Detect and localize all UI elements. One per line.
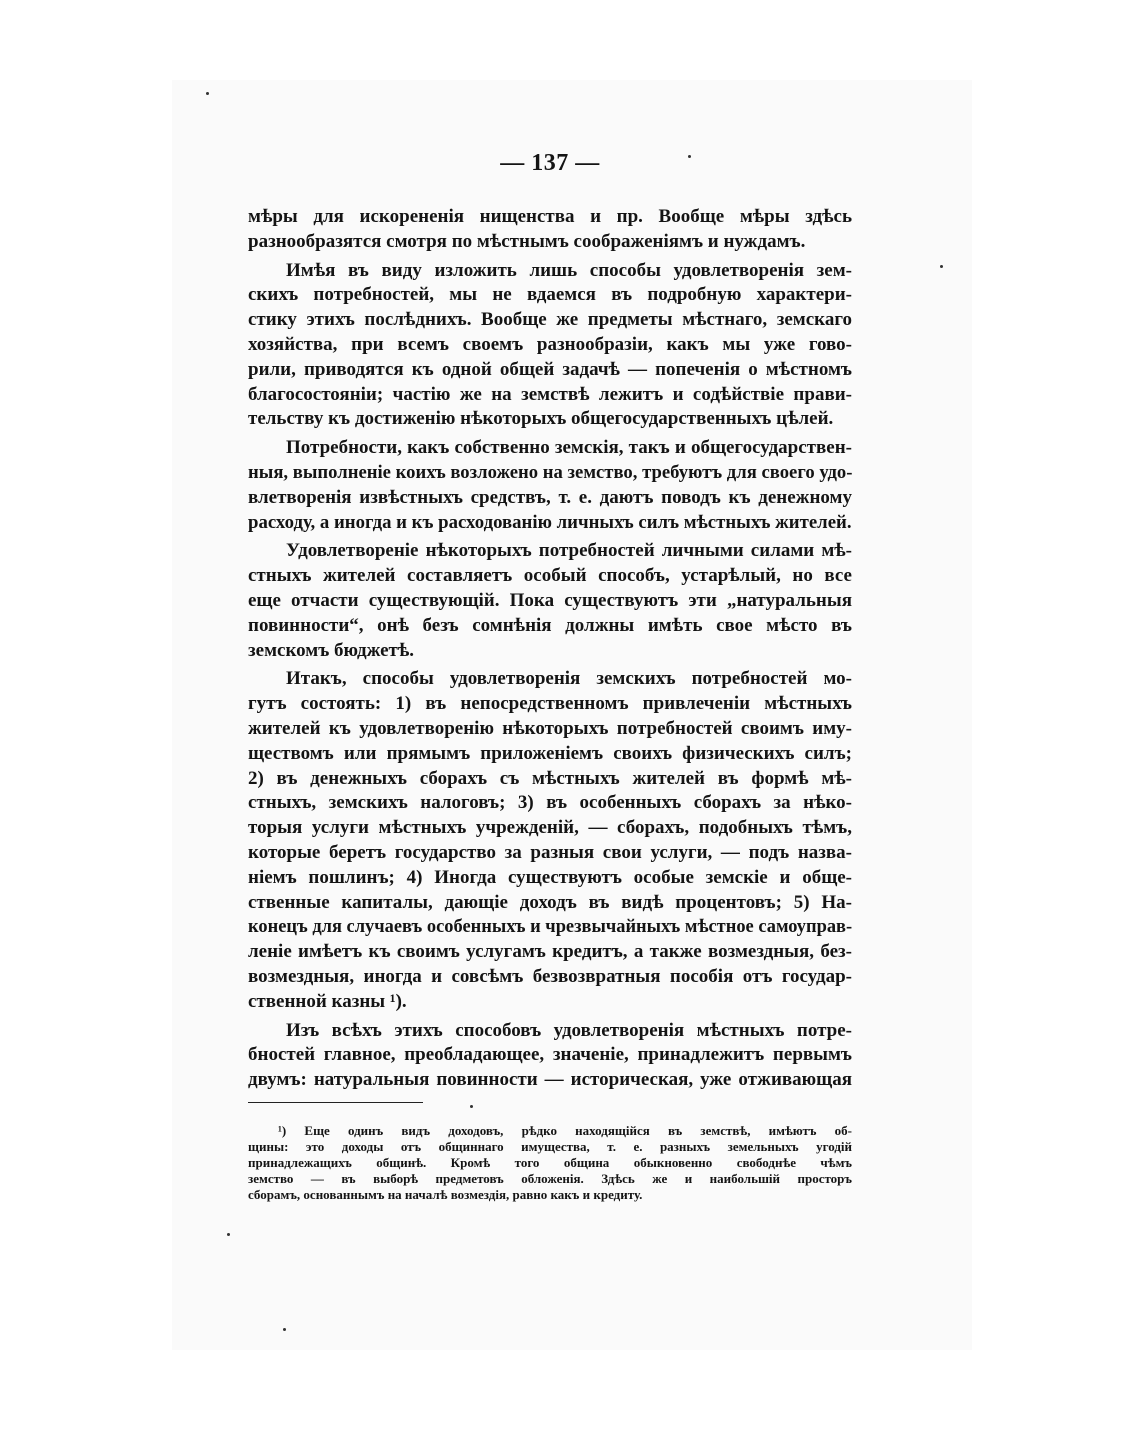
- text-line: рили, приводятся къ одной общей задачѣ — попеченія о мѣстномъ: [248, 358, 852, 380]
- text-line: мѣры для искорененія нищенства и пр. Вообще мѣры здѣсь: [248, 206, 852, 227]
- footnote: [248, 1123, 852, 1203]
- scan-speck: [206, 92, 209, 95]
- text-line: повинности“, онѣ безъ сомнѣнія должны имѣть свое мѣсто въ: [248, 614, 852, 636]
- text-line: благосостояніи; частію же на земствѣ лежитъ и содѣйствіе прави-: [248, 383, 852, 405]
- text-line: влетворенія извѣстныхъ средствъ, т. е. даютъ поводъ къ денежному: [248, 486, 852, 508]
- text-line: скихъ потребностей, мы не вдаемся въ подробную характери-: [248, 284, 852, 306]
- text-line: леніе имѣетъ къ своимъ услугамъ кредитъ, а также возмездныя, без-: [248, 941, 852, 963]
- paragraph: [248, 1019, 852, 1093]
- text-line: ныя, выполненіе коихъ возложено на земство, требуютъ для своего удо-: [248, 461, 852, 483]
- paragraph: [248, 667, 852, 1014]
- body-text: [248, 205, 852, 1093]
- text-line: которые беретъ государство за разныя свои услуги, — подъ назва-: [248, 841, 852, 863]
- text-line: Имѣя въ виду изложить лишь способы удовлетворенія зем-: [286, 259, 852, 281]
- text-line: ществомъ или прямымъ приложеніемъ своихъ физическихъ силъ;: [248, 742, 852, 764]
- text-line: ственной казны ¹).: [248, 990, 407, 1012]
- paragraph: [248, 205, 852, 255]
- text-line: тельству къ достиженію нѣкоторыхъ общегосударственныхъ цѣлей.: [248, 408, 834, 430]
- text-line: Удовлетвореніе нѣкоторыхъ потребностей личными силами мѣ-: [286, 540, 852, 562]
- footnote-line: ¹) Еще одинъ видъ доходовъ, рѣдко находящійся въ земствѣ, имѣютъ об-: [278, 1123, 852, 1138]
- text-line: еще отчасти существующій. Пока существуютъ эти „натуральныя: [248, 589, 852, 611]
- footnote-line: щины: это доходы отъ общиннаго имущества, т. е. разныхъ земельныхъ угодій: [248, 1139, 852, 1154]
- text-line: двумъ: натуральныя повинности — историческая, уже отживающая: [248, 1069, 852, 1091]
- text-line: жителей къ удовлетворенію нѣкоторыхъ потребностей своимъ иму-: [248, 717, 852, 739]
- scan-speck: [940, 265, 943, 268]
- text-line: расходу, а иногда и къ расходованію личныхъ силъ мѣстныхъ жителей.: [248, 511, 852, 533]
- text-line: разнообразятся смотря по мѣстнымъ соображеніямъ и нуждамъ.: [248, 230, 806, 252]
- scan-speck: [688, 155, 691, 158]
- text-line: 2) въ денежныхъ сборахъ съ мѣстныхъ жителей въ формѣ мѣ-: [248, 767, 852, 789]
- text-line: земскомъ бюджетѣ.: [248, 639, 415, 661]
- page-number: — 137 —: [500, 150, 600, 176]
- paragraph: [248, 436, 852, 535]
- text-line: гутъ состоять: 1) въ непосредственномъ привлеченіи мѣстныхъ: [248, 693, 852, 715]
- scan-speck: [470, 1105, 473, 1108]
- text-line: Итакъ, способы удовлетворенія земскихъ потребностей мо-: [286, 668, 852, 690]
- paragraph: [248, 539, 852, 663]
- scan-speck: [283, 1328, 286, 1331]
- text-line: бностей главное, преобладающее, значеніе, принадлежитъ первымъ: [248, 1044, 852, 1066]
- text-line: Изъ всѣхъ этихъ способовъ удовлетворенія мѣстныхъ потре-: [286, 1019, 852, 1041]
- text-line: стныхъ, земскихъ налоговъ; 3) въ особенныхъ сборахъ за нѣко-: [248, 792, 852, 814]
- text-line: торыя услуги мѣстныхъ учрежденій, — сборахъ, подобныхъ тѣмъ,: [248, 817, 852, 839]
- text-line: хозяйства, при всемъ своемъ разнообразіи, какъ мы уже гово-: [248, 333, 852, 355]
- footnote-divider: [248, 1102, 423, 1103]
- footnote-line: сборамъ, основаннымъ на началѣ возмездія, равно какъ и кредиту.: [248, 1187, 643, 1202]
- text-line: конецъ для случаевъ особенныхъ и чрезвычайныхъ мѣстное самоуправ-: [248, 916, 852, 938]
- text-line: возмездныя, иногда и совсѣмъ безвозвратныя пособія отъ государ-: [248, 965, 852, 987]
- text-line: ственные капиталы, дающіе доходъ въ видѣ процентовъ; 5) На-: [248, 891, 852, 913]
- footnote-line: земство — въ выборѣ предметовъ обложенія. Здѣсь же и наибольшій просторъ: [248, 1171, 852, 1186]
- paragraph: [248, 259, 852, 433]
- footnote-line: принадлежащихъ общинѣ. Кромѣ того община обыкновенно свободнѣе чѣмъ: [248, 1155, 852, 1170]
- text-line: стныхъ жителей составляетъ особый способъ, устарѣлый, но все: [248, 565, 852, 587]
- scan-speck: [227, 1233, 230, 1236]
- text-line: Потребности, какъ собственно земскія, такъ и общегосударствен-: [286, 437, 852, 459]
- text-line: стику этихъ послѣднихъ. Вообще же предметы мѣстнаго, земскаго: [248, 309, 852, 331]
- text-line: ніемъ пошлинъ; 4) Иногда существуютъ особые земскіе и обще-: [248, 866, 852, 888]
